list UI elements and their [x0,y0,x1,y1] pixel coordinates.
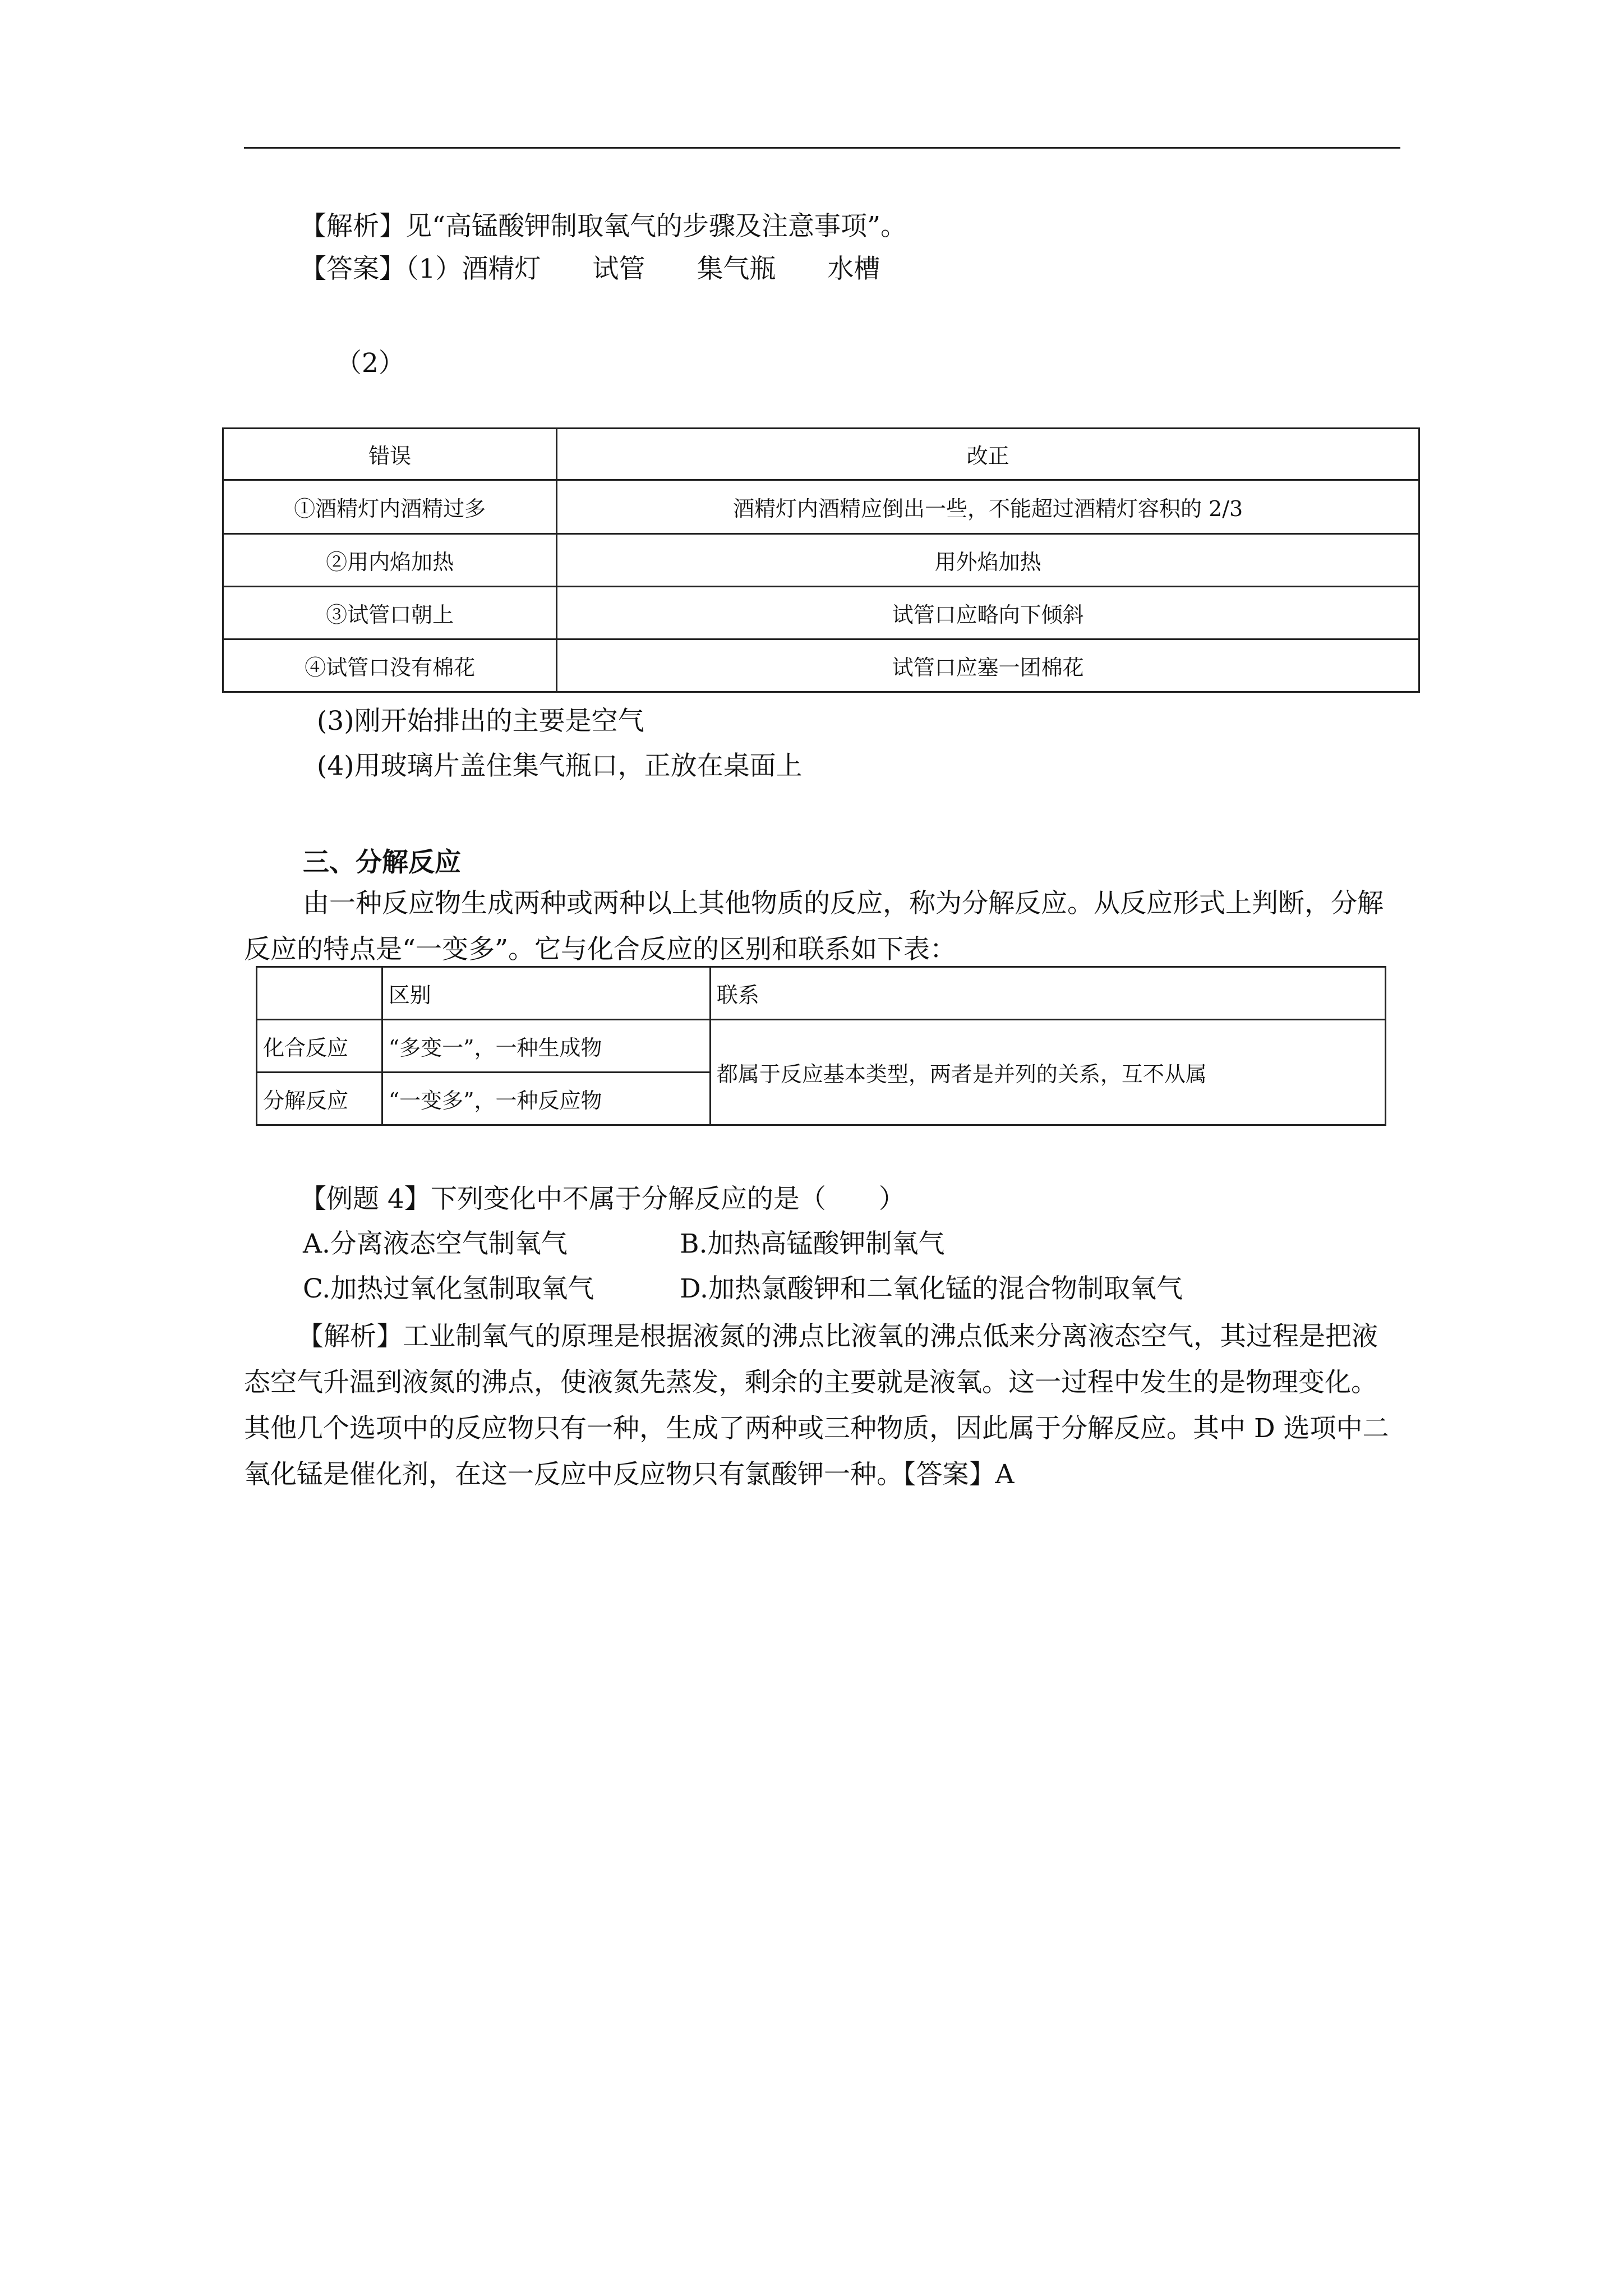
comparison-table [256,966,1386,1126]
answer-1-item: 试管 [592,254,645,284]
table-cell: “多变一”，一种生成物 [382,1020,710,1073]
table-header-cell: 错误 [223,429,557,480]
table-cell: ①酒精灯内酒精过多 [223,480,557,534]
answer-1 [300,252,880,286]
analysis-1: 【解析】见“高锰酸钾制取氧气的步骤及注意事项”。 [300,211,907,242]
option-a: A.分离液态空气制氧气 [303,1228,568,1259]
header-rule [244,147,1400,149]
table-cell: 酒精灯内酒精应倒出一些，不能超过酒精灯容积的 2/3 [557,480,1419,534]
table-header-cell: 区别 [382,967,710,1020]
example-analysis: 【解析】工业制氧气的原理是根据液氮的沸点比液氧的沸点低来分离液态空气，其过程是把液态空气升温到液氮的沸点，使液氮先蒸发，剩余的主要就是液氧。这一过程中发生的是物理变化。其他几个选项中的反应物只有一种，生成了两种或三种物质，因此属于分解反应。其中 D 选项中二氧化锰是催化剂，在这一反应中反应物只有氯酸钾一种。【答案】A [244,1321,1389,1490]
table-cell: ③试管口朝上 [223,587,557,639]
option-c: C.加热过氧化氢制取氧气 [303,1273,594,1304]
answer-1-item: 集气瓶 [697,254,776,284]
table-cell: 用外焰加热 [557,534,1419,587]
table-header-cell: 改正 [557,429,1419,480]
table-row [223,534,1419,587]
section-heading: 三、分解反应 [303,847,461,878]
table-cell: 试管口应略向下倾斜 [557,587,1419,639]
table-row [223,587,1419,639]
part-2-label: （2） [335,348,405,379]
table-header-cell [257,967,382,1020]
answer-1-prefix: 【答案】（1）酒精灯 [300,254,541,284]
option-d: D.加热氯酸钾和二氧化锰的混合物制取氧气 [680,1273,1183,1304]
answer-3: (3)刚开始排出的主要是空气 [317,706,644,737]
example-question: 【例题 4】下列变化中不属于分解反应的是（ ） [300,1184,905,1214]
table-cell: 分解反应 [257,1073,382,1125]
table-row [223,480,1419,534]
table-cell: ④试管口没有棉花 [223,639,557,692]
table-row [257,1020,1386,1073]
answer-1-item: 水槽 [827,254,880,284]
table-header-row [257,967,1386,1020]
table-cell: 试管口应塞一团棉花 [557,639,1419,692]
table-row [223,639,1419,692]
section-paragraph: 由一种反应物生成两种或两种以上其他物质的反应，称为分解反应。从反应形式上判断，分解反应的特点是“一变多”。它与化合反应的区别和联系如下表： [244,888,1384,965]
table-header-row [223,429,1419,480]
table-cell: 化合反应 [257,1020,382,1073]
table-header-cell: 联系 [710,967,1385,1020]
errors-table [222,427,1420,693]
table-cell: “一变多”，一种反应物 [382,1073,710,1125]
option-b: B.加热高锰酸钾制氧气 [680,1228,945,1259]
answer-4: (4)用玻璃片盖住集气瓶口，正放在桌面上 [317,751,803,781]
table-cell: ②用内焰加热 [223,534,557,587]
relation-cell: 都属于反应基本类型，两者是并列的关系，互不从属 [710,1020,1385,1125]
